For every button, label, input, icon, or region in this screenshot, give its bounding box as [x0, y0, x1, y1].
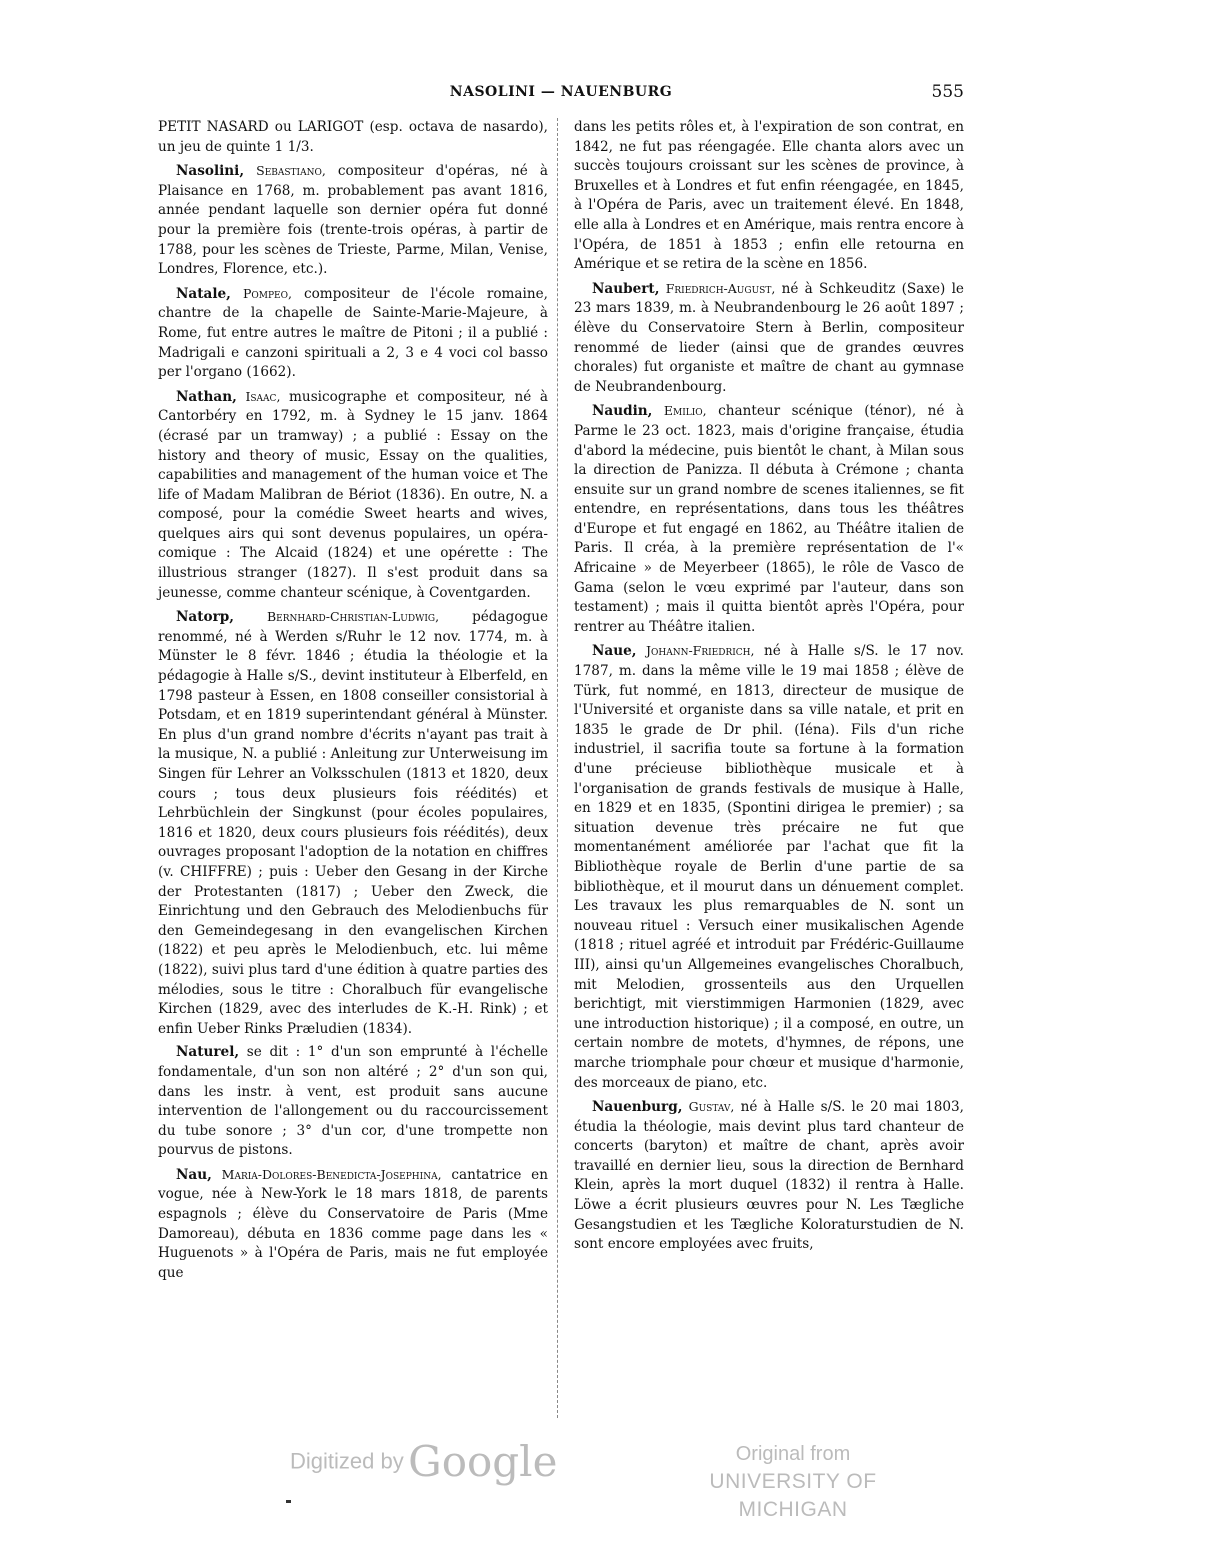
entry-text: né à Schkeuditz (Saxe) le 23 mars 1839, m. à Neubrandenbourg le 26 août 1897 ; élève du Conservatoire Stern à Berlin, compositeur renommé de lieder (ainsi que de grandes œuvres chorales) fut organiste et maître de chant au gymnase de Neubrandenbourg.: [574, 280, 964, 395]
forename: Pompeo,: [242, 285, 292, 301]
entry-text: compositeur d'opéras, né à Plaisance en 1768, m. probablement pas avant 1816, année pendant laquelle son dernier opéra fut donné pour la première fois (trente-trois opéras, à partir de 1788, pour les scènes de Trieste, Parme, Milan, Venise, Londres, Florence, etc.).: [158, 163, 548, 278]
forename: Friedrich-August,: [665, 280, 776, 296]
entry-text: se dit : 1° d'un son emprunté à l'échelle fondamentale, d'un son non altéré ; 2° d'un son qui, dans les instr. à vent, est produit sans aucune intervention de l'allongement ou du raccourcissement du tube sonore ; 3° d'un cor, d'une trompette non pourvus de pistons.: [158, 1044, 549, 1159]
original-from-watermark: [668, 1440, 918, 1524]
entry-nau: [158, 1165, 548, 1284]
headword: Naubert,: [592, 280, 660, 297]
forename: Emilio,: [663, 403, 707, 419]
page-number: 555: [931, 82, 964, 102]
entry-text: dans les petits rôles et, à l'expiration de son contrat, en 1842, ne fut pas réengagée. Elle chanta alors avec un succès toujours croissant sur les scènes de province, à Bruxelles et à Londres et fut enfin réengagée, en 1845, à l'Opéra de Paris, avec un traitement élevé. En 1848, elle alla à Londres et en Amérique, mais rentra encore à l'Opéra, de 1851 à 1853 ; enfin elle retourna en Amérique et se retira de la scène en 1856.: [574, 119, 964, 273]
entry-text: musicographe et compositeur, né à Cantorbéry en 1792, m. à Sydney le 15 janv. 1864 (écrasé par un tramway) ; a publié : Essay on the history and theory of music, Essay on the qualities, capabilities and management of the human voice et The life of Madam Malibran de Bériot (1836). En outre, N. a composé, pour la comédie Sweet hearts and wives, quelques airs qui sont devenus populaires, un opéra-comique : The Alcaid (1824) et une opérette : The illustrious stranger (1827). Il s'est produit dans sa jeunesse, comme chanteur scénique, à Coventgarden.: [158, 388, 548, 601]
forename: Gustav,: [688, 1099, 735, 1115]
headword: Nau,: [176, 1166, 212, 1183]
headword: Natorp,: [176, 609, 234, 626]
headword: Nasolini,: [176, 163, 245, 180]
left-column: [158, 118, 548, 1287]
headword: Naturel,: [176, 1044, 240, 1061]
headword: Nauenburg,: [592, 1099, 683, 1116]
right-column: [574, 118, 964, 1259]
scan-mark: [286, 1500, 291, 1503]
headword: Nathan,: [176, 388, 237, 405]
page-header: [158, 82, 964, 106]
entry-text: compositeur de l'école romaine, chantre de la chapelle de Sainte-Marie-Majeure, à Rome, fut entre autres le maître de Pitoni ; il a publié : Madrigali e canzoni spirituali a 2, 3 e 4 voci col basso per l'organo (1662).: [158, 285, 549, 381]
forename: Sebastiano,: [256, 163, 326, 179]
original-from-text: Original from: [735, 1443, 851, 1465]
entry-continuation: [574, 118, 964, 275]
forename: Bernhard-Christian-Ludwig,: [266, 609, 440, 625]
institution-name: UNIVERSITY OF MICHIGAN: [709, 1470, 877, 1521]
entry-nauenburg: [574, 1097, 964, 1255]
entry-text: cantatrice en vogue, née à New-York le 18 mars 1818, de parents espagnols ; élève du Conservatoire de Paris (Mme Damoreau), débuta en 1836 comme page dans les « Huguenots » à l'Opéra de Paris, mais ne fut employée que: [158, 1166, 548, 1281]
entry-naue: [574, 641, 964, 1093]
forename: Maria-Dolores-Benedicta-Josephina,: [221, 1166, 442, 1182]
digitized-by-watermark: [290, 1437, 557, 1486]
entry-nasolini: [158, 161, 548, 280]
google-logo: Google: [408, 1437, 558, 1486]
entry-text: chanteur scénique (ténor), né à Parme le 23 oct. 1823, mais d'origine française, étudia d'abord la médecine, puis bientôt le chant, à Milan sous la direction de Panizza. Il débuta à Crémone ; chanta ensuite sur un grand nombre de scenes italiennes, se fit entendre, en représentations, dans tous les théâtres d'Europe et fut engagé en 1862, au Théâtre italien de Paris. Il créa, à la première représentation de l'« Africaine » de Meyerbeer (1865), le rôle de Vasco de Gama (selon le vœu exprimé par l'auteur, dans son testament) ; mais il quitta bientôt après l'Opéra, pour rentrer au Théâtre italien.: [574, 403, 964, 635]
entry-continuation: [158, 118, 548, 157]
running-title: NASOLINI — NAUENBURG: [449, 84, 673, 100]
headword: Naue,: [592, 643, 637, 660]
entry-text: PETIT NASARD ou LARIGOT (esp. octava de nasardo), un jeu de quinte 1 1/3.: [158, 119, 548, 155]
headword: Naudin,: [592, 403, 653, 420]
forename: Isaac,: [245, 388, 281, 404]
entry-text: né à Halle s/S. le 20 mai 1803, étudia la théologie, mais devint plus tard chanteur de concerts (baryton) et maître de chant, après avoir travaillé en dernier lieu, sous la direction de Bernhard Klein, après la mort duquel (1832) il rentra à Halle. Löwe a écrit plusieurs œuvres pour N. Les Tægliche Gesangstudien et les Tægliche Koloraturstudien de N. sont encore employées avec fruits,: [574, 1099, 964, 1253]
digitized-by-text: Digitized by: [290, 1448, 404, 1474]
entry-nathan: [158, 387, 548, 604]
entry-naubert: [574, 279, 964, 398]
entry-natale: [158, 284, 548, 383]
entry-text: pédagogue renommé, né à Werden s/Ruhr le 12 nov. 1774, m. à Münster le 8 févr. 1846 ; étudia la théologie et la pédagogie à Halle s/S., devint instituteur à Elberfeld, en 1798 pasteur à Essen, en 1808 conseiller consistorial à Potsdam, et en 1819 superintendant général à Münster. En plus d'un grand nombre d'écrits n'ayant pas trait à la musique, N. a publié : Anleitung zur Unterweisung im Singen für Lehrer an Volksschulen (1813 et 1820, deux cours ; tous deux plusieurs fois réédités) et Lehrbüchlein der Singkunst (pour écoles populaires, 1816 et 1820, deux cours plusieurs fois réédités), deux ouvrages proposant l'adoption de la notation en chiffres (v. CHIFFRE) ; puis : Ueber den Gesang in der Kirche der Protestanten (1817) ; Ueber den Zweck, die Einrichtung und den Gebrauch des Melodienbuchs für den Gemeindegesang in den evangelischen Kirchen (1822) et peu après le Melodienbuch, etc. lui même (1822), suivi plus tard d'une édition à quatre parties des mélodies, sous le titre : Choralbuch für evangelische Kirchen (1829, avec des interludes de K.-H. Rink) ; et enfin Ueber Rinks Præludien (1834).: [158, 609, 549, 1037]
entry-naturel: [158, 1043, 548, 1161]
column-divider: [557, 118, 558, 1418]
entry-naudin: [574, 401, 964, 637]
headword: Natale,: [176, 285, 231, 302]
forename: Johann-Friedrich,: [645, 643, 755, 659]
entry-natorp: [158, 607, 548, 1039]
entry-text: né à Halle s/S. le 17 nov. 1787, m. dans la même ville le 19 mai 1858 ; élève de Türk, fut nommé, en 1813, directeur de musique de l'Université et organiste dans sa ville natale, et prit en 1835 le grade de Dr phil. (Iéna). Fils d'un riche industriel, il sacrifia toute sa fortune à la formation d'une précieuse bibliothèque musicale et à l'organisation de grands festivals de musique à Halle, en 1829 et en 1835, (Spontini dirigea le premier) ; sa situation devenue très précaire ne fut que momentanément améliorée par l'achat que fit la Bibliothèque royale de Berlin d'une partie de sa bibliothèque, et il mourut dans un dénuement complet. Les travaux les plus remarquables de N. sont un nouveau rituel : Versuch einer musikalischen Agende (1818 ; rituel agréé et introduit par Frédéric-Guillaume III), ainsi qu'un Allgemeines evangelisches Choralbuch, mit Melodien, grossenteils aus den Urquellen berichtigt, mit vierstimmigen Harmonien (1829, avec une introduction historique) ; il a composé, en outre, un certain nombre de motets, d'hymnes, de répons, une marche triomphale pour chœur et musique d'harmonie, des morceaux de piano, etc.: [574, 643, 964, 1091]
